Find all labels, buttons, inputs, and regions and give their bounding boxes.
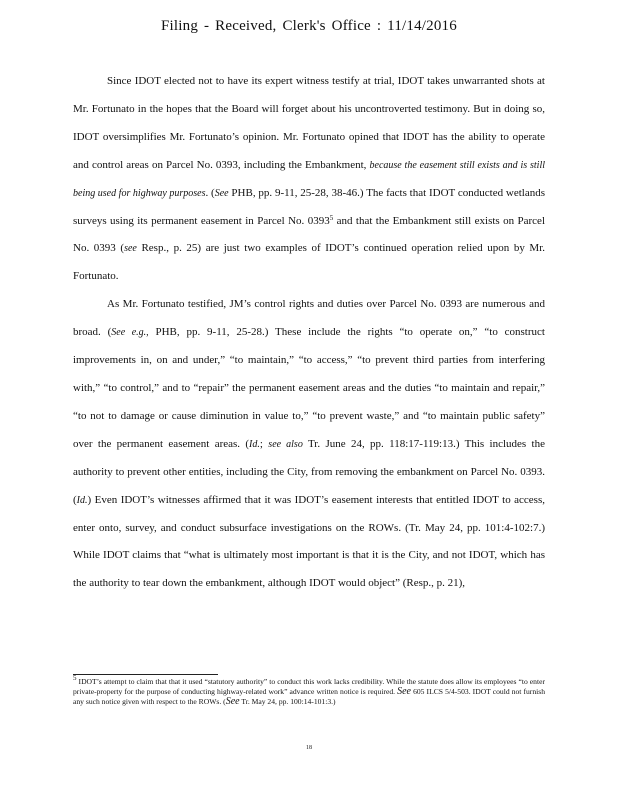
filing-header: Filing - Received, Clerk's Office : 11/14/2016	[161, 18, 457, 34]
text-run: PHB, pp. 9-11, 25-28, 38-46.) The facts that IDOT conducted wetlands surveys using its permanent easement in Parcel No. 0393	[73, 186, 545, 227]
text-run: and that the Embankment still exists on Parcel No. 0393 (	[73, 214, 545, 255]
text-run: PHB, pp. 9-11, 25-28.) These include the rights “to operate on,” “to construct improvements in, on and under,” “to maintain,” “to access,” “to prevent third parties from interfering with,” “to control,” and to “repair” the permanent easement areas and the duties “to maintain and repair,” “to not to damage or cause diminution in value to,” “to prevent waste,” and “to maintain public safety” over the permanent easement areas. (	[73, 326, 545, 450]
footnote-number: 5	[73, 674, 77, 682]
citation-signal: see also	[268, 438, 303, 450]
text-run: IDOT’s attempt to claim that that it used “statutory authority” to conduct this work lacks credibility. While the statute does allow its employees “to enter private-property for the purpose of conducting highway-related work” advance written notice is required.	[73, 677, 545, 696]
footnote-reference[interactable]: 5	[329, 213, 334, 222]
citation-signal: Id.	[249, 438, 260, 450]
text-run: Tr. June 24, pp. 118:17-119:13.) This includes the authority to prevent other entities, including the City, from removing the embankment on Parcel No. 0393. (	[73, 437, 545, 506]
citation-signal: See	[225, 695, 240, 707]
text-run: 605 ILCS 5/4-503. IDOT could not furnish any such notice given with respect to the ROWs. (	[73, 686, 545, 706]
text-run: As Mr. Fortunato testified, JM’s control rights and duties over Parcel No. 0393 are numerous and broad. (	[73, 298, 545, 339]
text-run: Resp., p. 25) are just two examples of IDOT’s continued operation relied upon by Mr. Fortunato.	[73, 242, 546, 283]
text-run: Tr. May 24, pp. 100:14-101:3.)	[239, 696, 336, 706]
italic-run: because the easement still exists and is still being used for highway purposes	[73, 159, 546, 199]
text-run: Since IDOT elected not to have its expert witness testify at trial, IDOT takes unwarranted shots at Mr. Fortunato in the hopes that the Board will forget about his uncontroverted testimony. But in doing so, IDOT oversimplifies Mr. Fortunato’s opinion. Mr. Fortunato opined that IDOT has the ability to operate and control areas on Parcel No. 0393, including the Embankment,	[73, 75, 545, 171]
citation-signal: See e.g.,	[111, 327, 149, 339]
paragraph-1	[73, 68, 545, 291]
citation-signal: Id.	[76, 494, 88, 506]
citation-signal: See	[214, 187, 229, 199]
citation-signal: see	[124, 243, 137, 255]
footnote-5	[73, 674, 545, 707]
body-text	[73, 68, 545, 598]
text-run: . (	[205, 186, 215, 199]
paragraph-2	[73, 291, 545, 598]
text-run: ) Even IDOT’s witnesses affirmed that it was IDOT’s easement interests that entitled IDOT to access, enter onto, survey, and conduct subsurface investigations on the ROWs. (Tr. May 24, pp. 101:4-102:7.) While IDOT claims that “what is ultimately most important is that it is the City, and not IDOT, which has the authority to tear down the embankment, although IDOT would object” (Resp., p. 21),	[73, 493, 545, 590]
citation-signal: See	[397, 685, 411, 697]
text-run: ;	[259, 437, 269, 450]
page-number: 18	[306, 745, 312, 751]
footnote-divider	[73, 674, 218, 675]
